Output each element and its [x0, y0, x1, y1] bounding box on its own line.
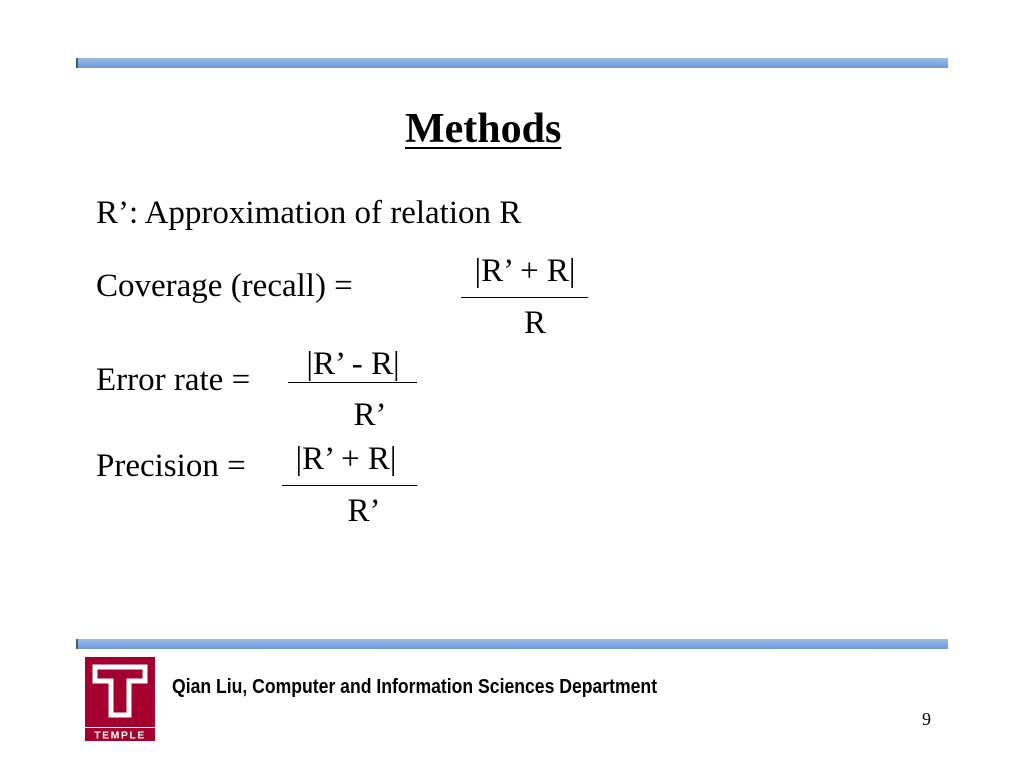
coverage-label: Coverage (recall) =: [96, 268, 353, 304]
error-rate-denominator: R’: [353, 397, 387, 433]
temple-t-logo-icon: [85, 657, 155, 741]
precision-denominator: R’: [347, 493, 381, 529]
top-divider: [76, 58, 948, 68]
precision-numerator: |R’ + R|: [295, 441, 397, 477]
slide-title: Methods: [405, 106, 562, 152]
precision-fraction-bar: [282, 485, 417, 486]
error-rate-label: Error rate =: [96, 362, 251, 398]
logo-wordmark: TEMPLE: [94, 729, 146, 741]
bottom-divider: [76, 639, 948, 649]
footer-author-line: Qian Liu, Computer and Information Sciences Department: [172, 676, 658, 698]
coverage-denominator: R: [523, 305, 546, 341]
coverage-numerator: |R’ + R|: [474, 253, 576, 289]
error-rate-fraction-bar: [288, 382, 417, 383]
error-rate-numerator: |R’ - R|: [306, 346, 400, 382]
coverage-fraction-bar: [461, 297, 588, 298]
page-number: 9: [922, 709, 931, 729]
definition-text: R’: Approximation of relation R: [96, 195, 522, 231]
precision-label: Precision =: [96, 448, 246, 484]
